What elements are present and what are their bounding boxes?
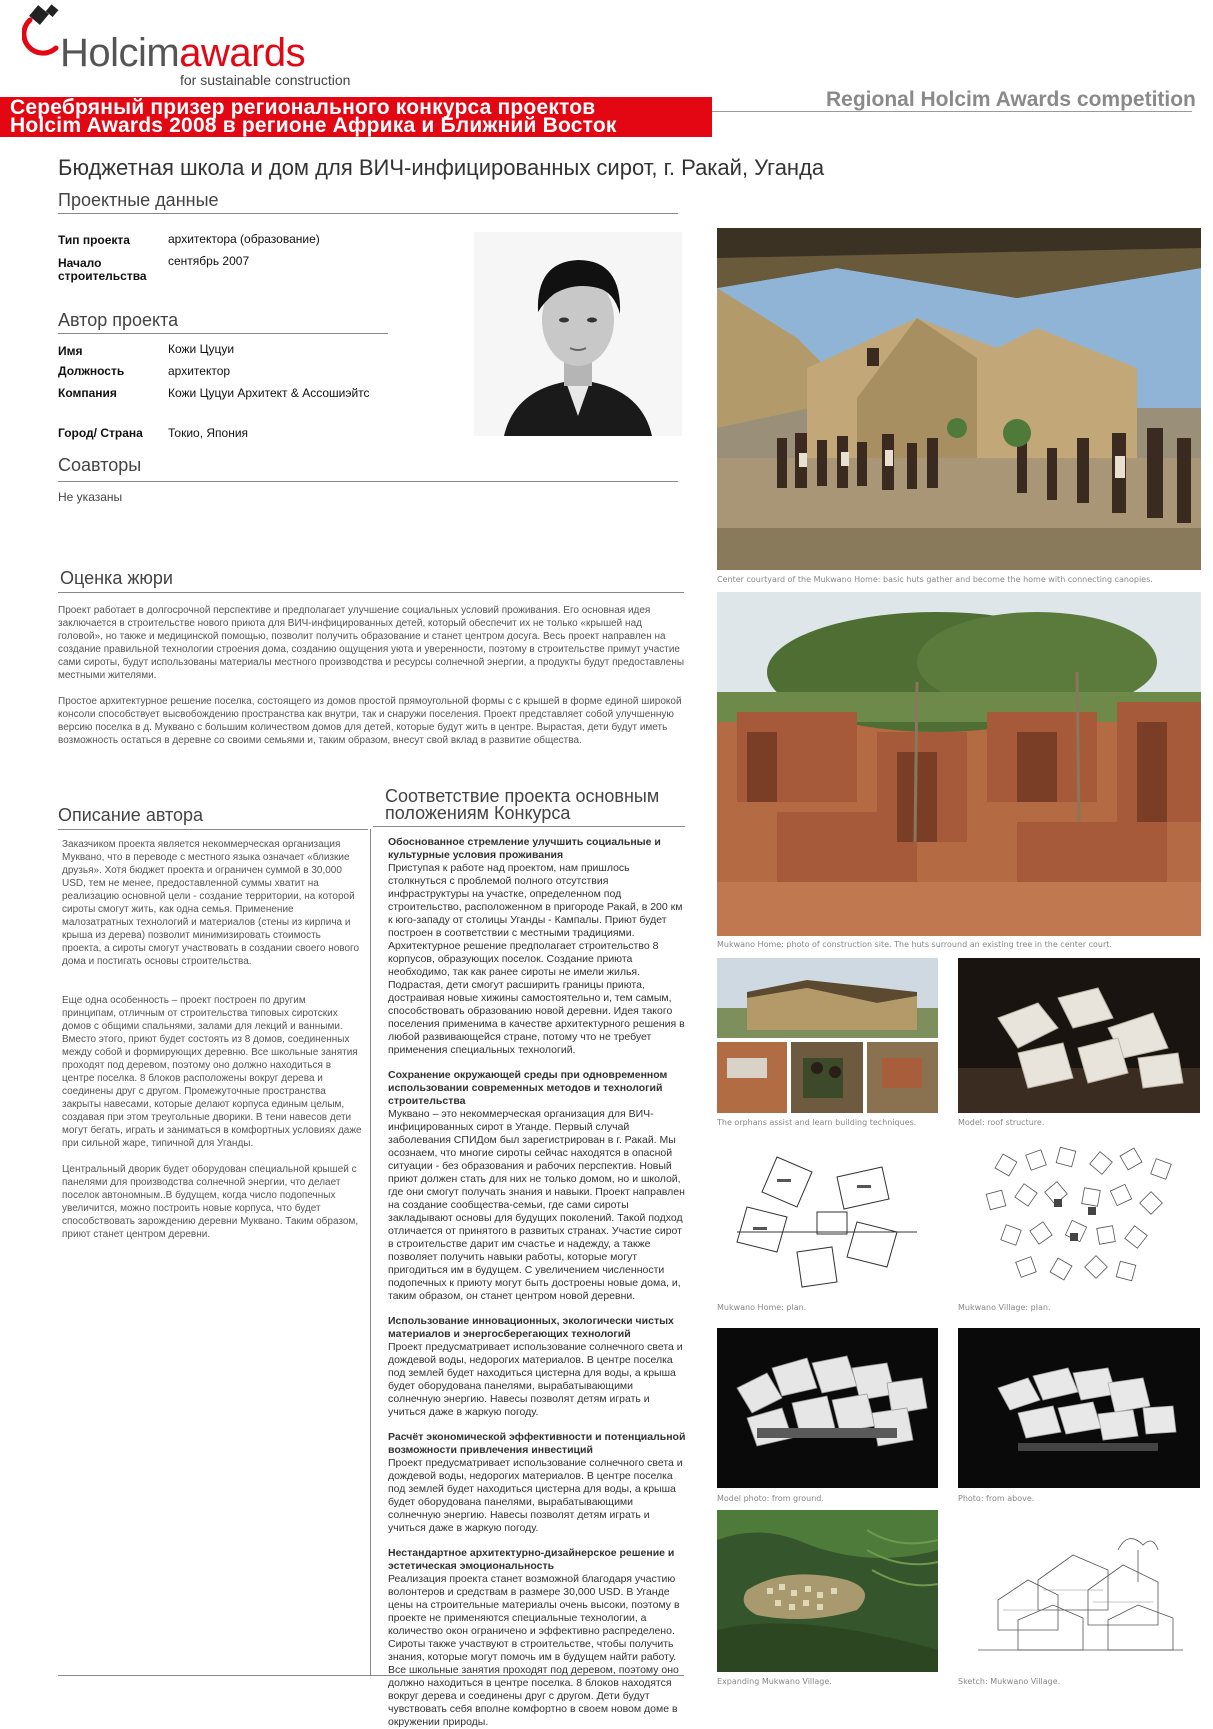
- author-rule: [58, 333, 388, 334]
- author-portrait: [474, 232, 682, 436]
- criteria-4-text: Проект предусматривает использование солнечного света и дождевой воды, недорогих материалов. В центре поселка под землей будет находиться цистерна для воды, а крыша будет оборудована панелями, вырабатывающими солнечную энергию. Навесы позволят детям играть и учиться даже в жаркую погоду.: [388, 1457, 683, 1534]
- criteria-3-text: Проект предусматривает использование солнечного света и дождевой воды, недорогих материалов. В центре поселка под землей будет находиться цистерна для воды, а крыша будет оборудована панелями, вырабатывающими солнечную энергию. Навесы позволят детям играть и учиться даже в жаркую погоду.: [388, 1341, 683, 1418]
- caption-village-sketch: Sketch: Mukwano Village.: [958, 1677, 1061, 1686]
- author-heading: Автор проекта: [58, 310, 179, 330]
- author-desc-rule: [58, 829, 368, 830]
- project-type-label: Тип проекта: [58, 233, 130, 247]
- region-label: Regional Holcim Awards competition: [826, 88, 1196, 111]
- start-value: сентябрь 2007: [168, 254, 250, 268]
- criteria-2-title: Сохранение окружающей среды при одновременном использовании современных методов и технологий строительства: [388, 1069, 668, 1107]
- jury-rule: [58, 592, 684, 593]
- village-sketch-drawing: [958, 1510, 1200, 1672]
- criteria-1-text: Приступая к работе над проектом, нам пришлось столкнуться с проблемой полного отсутствия инфраструктуры на участке, определенном под строительство, расположенном в пригороде Ракай, в 200 км к юго-западу от столицы Уганды - Кампалы. Приют будет построен в соответствии с местными традициями. Архитектурное решение предполагает строительство 8 корпусов, образующих поселок. Создание приюта необходимо, так как ранее сироты не имели жилья. Подрастая, дети смогут расширить границы приюта, достраивая новые хижины самостоятельно и, тем самым, способствовать образованию новой деревни. Идея такого поселения применима в качестве архитектурного решения в любой развивающейся стране, потому что не требует применения специальных технологий.: [388, 862, 685, 1056]
- criteria-heading-line-1: Соответствие проекта основным: [385, 786, 660, 806]
- caption-orphans: The orphans assist and learn building techniques.: [717, 1118, 917, 1127]
- project-type-value: архитектора (образование): [168, 232, 320, 246]
- brand-holcim: Holcim: [60, 31, 180, 75]
- jury-text: [58, 604, 688, 747]
- page-title: Бюджетная школа и дом для ВИЧ-инфицированных сирот, г. Ракай, Уганда: [58, 155, 825, 180]
- jury-paragraph-1: Проект работает в долгосрочной перспективе и предполагает улучшение социальных условий проживания. Его основная идея заключается в строительстве нового приюта для ВИЧ-инфицированных детей, который обеспечит их не только «крышей над головой», но также и медицинской помощью, позволит получить образование и станет центром досуга. Весь проект направлен на создание правильной технологии строения дома, созданию ощущения уюта и уверенности, поэтому в строительстве примут участие сами сироты, будут использованы материалы местного производства и ресурсы солнечной энергии, а продукты будут предоставлены местными жителями.: [58, 605, 685, 681]
- brand-logo-text: [60, 33, 305, 73]
- author-desc-text: [62, 838, 362, 1241]
- home-plan-drawing: [717, 1137, 938, 1297]
- author-position-value: архитектор: [168, 364, 231, 378]
- caption-construction-site: Mukwano Home: photo of construction site. The huts surround an existing tree in the center court.: [717, 940, 1112, 949]
- coauthors-rule: [58, 481, 678, 482]
- model-above-photo: [958, 1328, 1200, 1488]
- criteria-3-title: Использование инновационных, экологически чистых материалов и энергосберегающих технологий: [388, 1315, 674, 1340]
- criteria-4-title: Расчёт экономической эффективности и потенциальной возможности привлечения инвестиций: [388, 1431, 686, 1456]
- expanding-village-photo: [717, 1510, 938, 1672]
- author-position-label: Должность: [58, 364, 125, 378]
- banner-line-2: Holcim Awards 2008 в регионе Африка и Ближний Восток: [10, 114, 617, 137]
- banner-line-1: Серебряный призер регионального конкурса проектов: [10, 96, 596, 119]
- caption-model-above: Photo: from above.: [958, 1494, 1035, 1503]
- award-banner-text: [10, 96, 617, 137]
- jury-paragraph-2: Простое архитектурное решение поселка, состоящего из домов простой прямоугольной формы с с крышей в форме единой широкой консоли способствует высвобождению пространства как внутри, так и снаружи поселения. Проект представляет собой улучшенную версию поселка в д. Муквано с большим количеством домов для детей, которые будут жить в центре. Вырастая, дети будут иметь возможность остаться в деревне со своими семьями и, таким образом, внесут свой вклад в развитие общества.: [58, 696, 682, 746]
- construction-site-photo: [717, 592, 1201, 936]
- criteria-rule: [373, 826, 685, 827]
- criteria-text: [388, 836, 688, 1729]
- criteria-1-title: Обоснованное стремление улучшить социальные и культурные условия проживания: [388, 836, 661, 861]
- model-ground-photo: [717, 1328, 938, 1488]
- start-label-line-2: строительства: [58, 269, 147, 283]
- brand-tagline: for sustainable construction: [180, 72, 351, 88]
- caption-village-plan: Mukwano Village: plan.: [958, 1303, 1051, 1312]
- project-data-rule: [58, 213, 678, 214]
- village-plan-drawing: [958, 1137, 1200, 1297]
- start-label-line-1: Начало: [58, 256, 102, 270]
- author-name-value: Кожи Цуцуи: [168, 342, 235, 356]
- jury-heading: Оценка жюри: [60, 568, 173, 588]
- caption-expanding-village: Expanding Mukwano Village.: [717, 1677, 832, 1686]
- caption-home-plan: Mukwano Home: plan.: [717, 1303, 807, 1312]
- author-desc-heading: Описание автора: [58, 805, 204, 825]
- author-company-value: Кожи Цуцуи Архитект & Ассошиэйтс: [168, 386, 370, 400]
- author-desc-paragraph-3: Центральный дворик будет оборудован специальной крышей с панелями для производства солнечной энергии, что делает поселок автономным..В будущем, когда число подопечных увеличится, можно построить новые корпуса, что будет способствовать зарождению деревни Муквано. Таким образом, приют станет центром деревни.: [62, 1164, 359, 1240]
- column-divider: [370, 829, 371, 1675]
- roof-model-photo: [958, 958, 1200, 1113]
- author-desc-paragraph-2: Еще одна особенность – проект построен по другим принципам, отличным от строительства типовых сиротских домов с общими спальнями, залами для лекций и ванными. Вместо этого, приют будет состоять из 8 домов, соединенных между собой и формирующих деревню. Все школьные занятия проходят под деревом, поэтому оно должно находиться в центре поселка. 8 блоков расположены вокруг дерева и соединены друг с другом. Промежуточные пространства закрыты навесами, которые делают корпуса единым целым, создавая при этом треугольные дворики. В тени навесов дети могут бегать, играть и заниматься в комфортных условиях даже при сильной жаре, типичной для Уганды.: [62, 995, 362, 1149]
- criteria-5-text: Реализация проекта станет возможной благодаря участию волонтеров и средствам в размере 30,000 USD. В Уганде цены на строительные материалы очень высоки, поэтому в проекте не применяются специальные технологии, а количество окон ограничено и эффективно распределено. Сироты также участвуют в строительстве, чтобы получить знания, которые могут помочь им в будущем найти работу. Все школьные занятия проходят под деревом, поэтому оно должно находиться в центре поселка. 8 блоков находятся вокруг дерева и соединены друг с другом. Дети будут чувствовать себя вполне комфортно в своем новом доме в окружении природы.: [388, 1573, 680, 1728]
- courtyard-photo: [717, 228, 1201, 570]
- criteria-5-title: Нестандартное архитектурно-дизайнерское решение и эстетическая эмоциональность: [388, 1547, 675, 1572]
- coauthors-heading: Соавторы: [58, 455, 142, 475]
- criteria-heading: [385, 788, 659, 822]
- coauthors-value: Не указаны: [58, 490, 123, 504]
- author-desc-paragraph-1: Заказчиком проекта является некоммерческая организация Муквано, что в переводе с местного языка означает «близкие друзья». Хотя бюджет проекта и ограничен суммой в 30,000 USD, тем не менее, предоставленной суммы хватит на реализацию основной цели - создание территории, на которой сироты смогут жить, как одна семья. Применение малозатратных технологий и материалов (стены из кирпича и крыша из дерева) позволит минимизировать стоимость проекта, а сироты смогут участвовать в создании своего нового дома и постигать основы строительства.: [62, 839, 360, 967]
- author-city-value: Токио, Япония: [168, 426, 249, 440]
- header-divider: [712, 111, 1192, 112]
- brand-awards: awards: [179, 31, 306, 75]
- caption-model-ground: Model photo: from ground.: [717, 1494, 824, 1503]
- project-data-heading: Проектные данные: [58, 190, 219, 210]
- author-city-label: Город/ Страна: [58, 426, 143, 440]
- orphans-building-photos: [717, 958, 938, 1113]
- author-name-label: Имя: [58, 344, 83, 358]
- caption-courtyard: Center courtyard of the Mukwano Home: basic huts gather and become the home with connecting canopies.: [717, 575, 1153, 584]
- start-label: [58, 257, 147, 283]
- caption-roof-model: Model: roof structure.: [958, 1118, 1045, 1127]
- author-company-label: Компания: [58, 386, 117, 400]
- criteria-2-text: Муквано – это некоммерческая организация для ВИЧ-инфицированных сирот в Уганде. Первый случай заболевания СПИДом был зарегистрирован в г. Ракай. Мы осознаем, что многие сироты сейчас находятся в опасной ситуации - без образования и рабочих перспектив. Новый приют должен стать для них не только домом, но и школой, где они смогут получать знания и навыки. Проект направлен на создание сообщества-семьи, где сами сироты закладывают основы для будущих поколений. Такой подход отличается от принятого в развитых странах. Участие сирот в строительстве дарит им счастье и надежду, а также позволяет получить навыки работы, которые могут пригодиться им в будущем. С увеличением численности подопечных к приюту могут быть достроены новые дома, и, таким образом, он станет центром новой деревни.: [388, 1108, 685, 1302]
- criteria-heading-line-2: положениям Конкурса: [385, 803, 571, 823]
